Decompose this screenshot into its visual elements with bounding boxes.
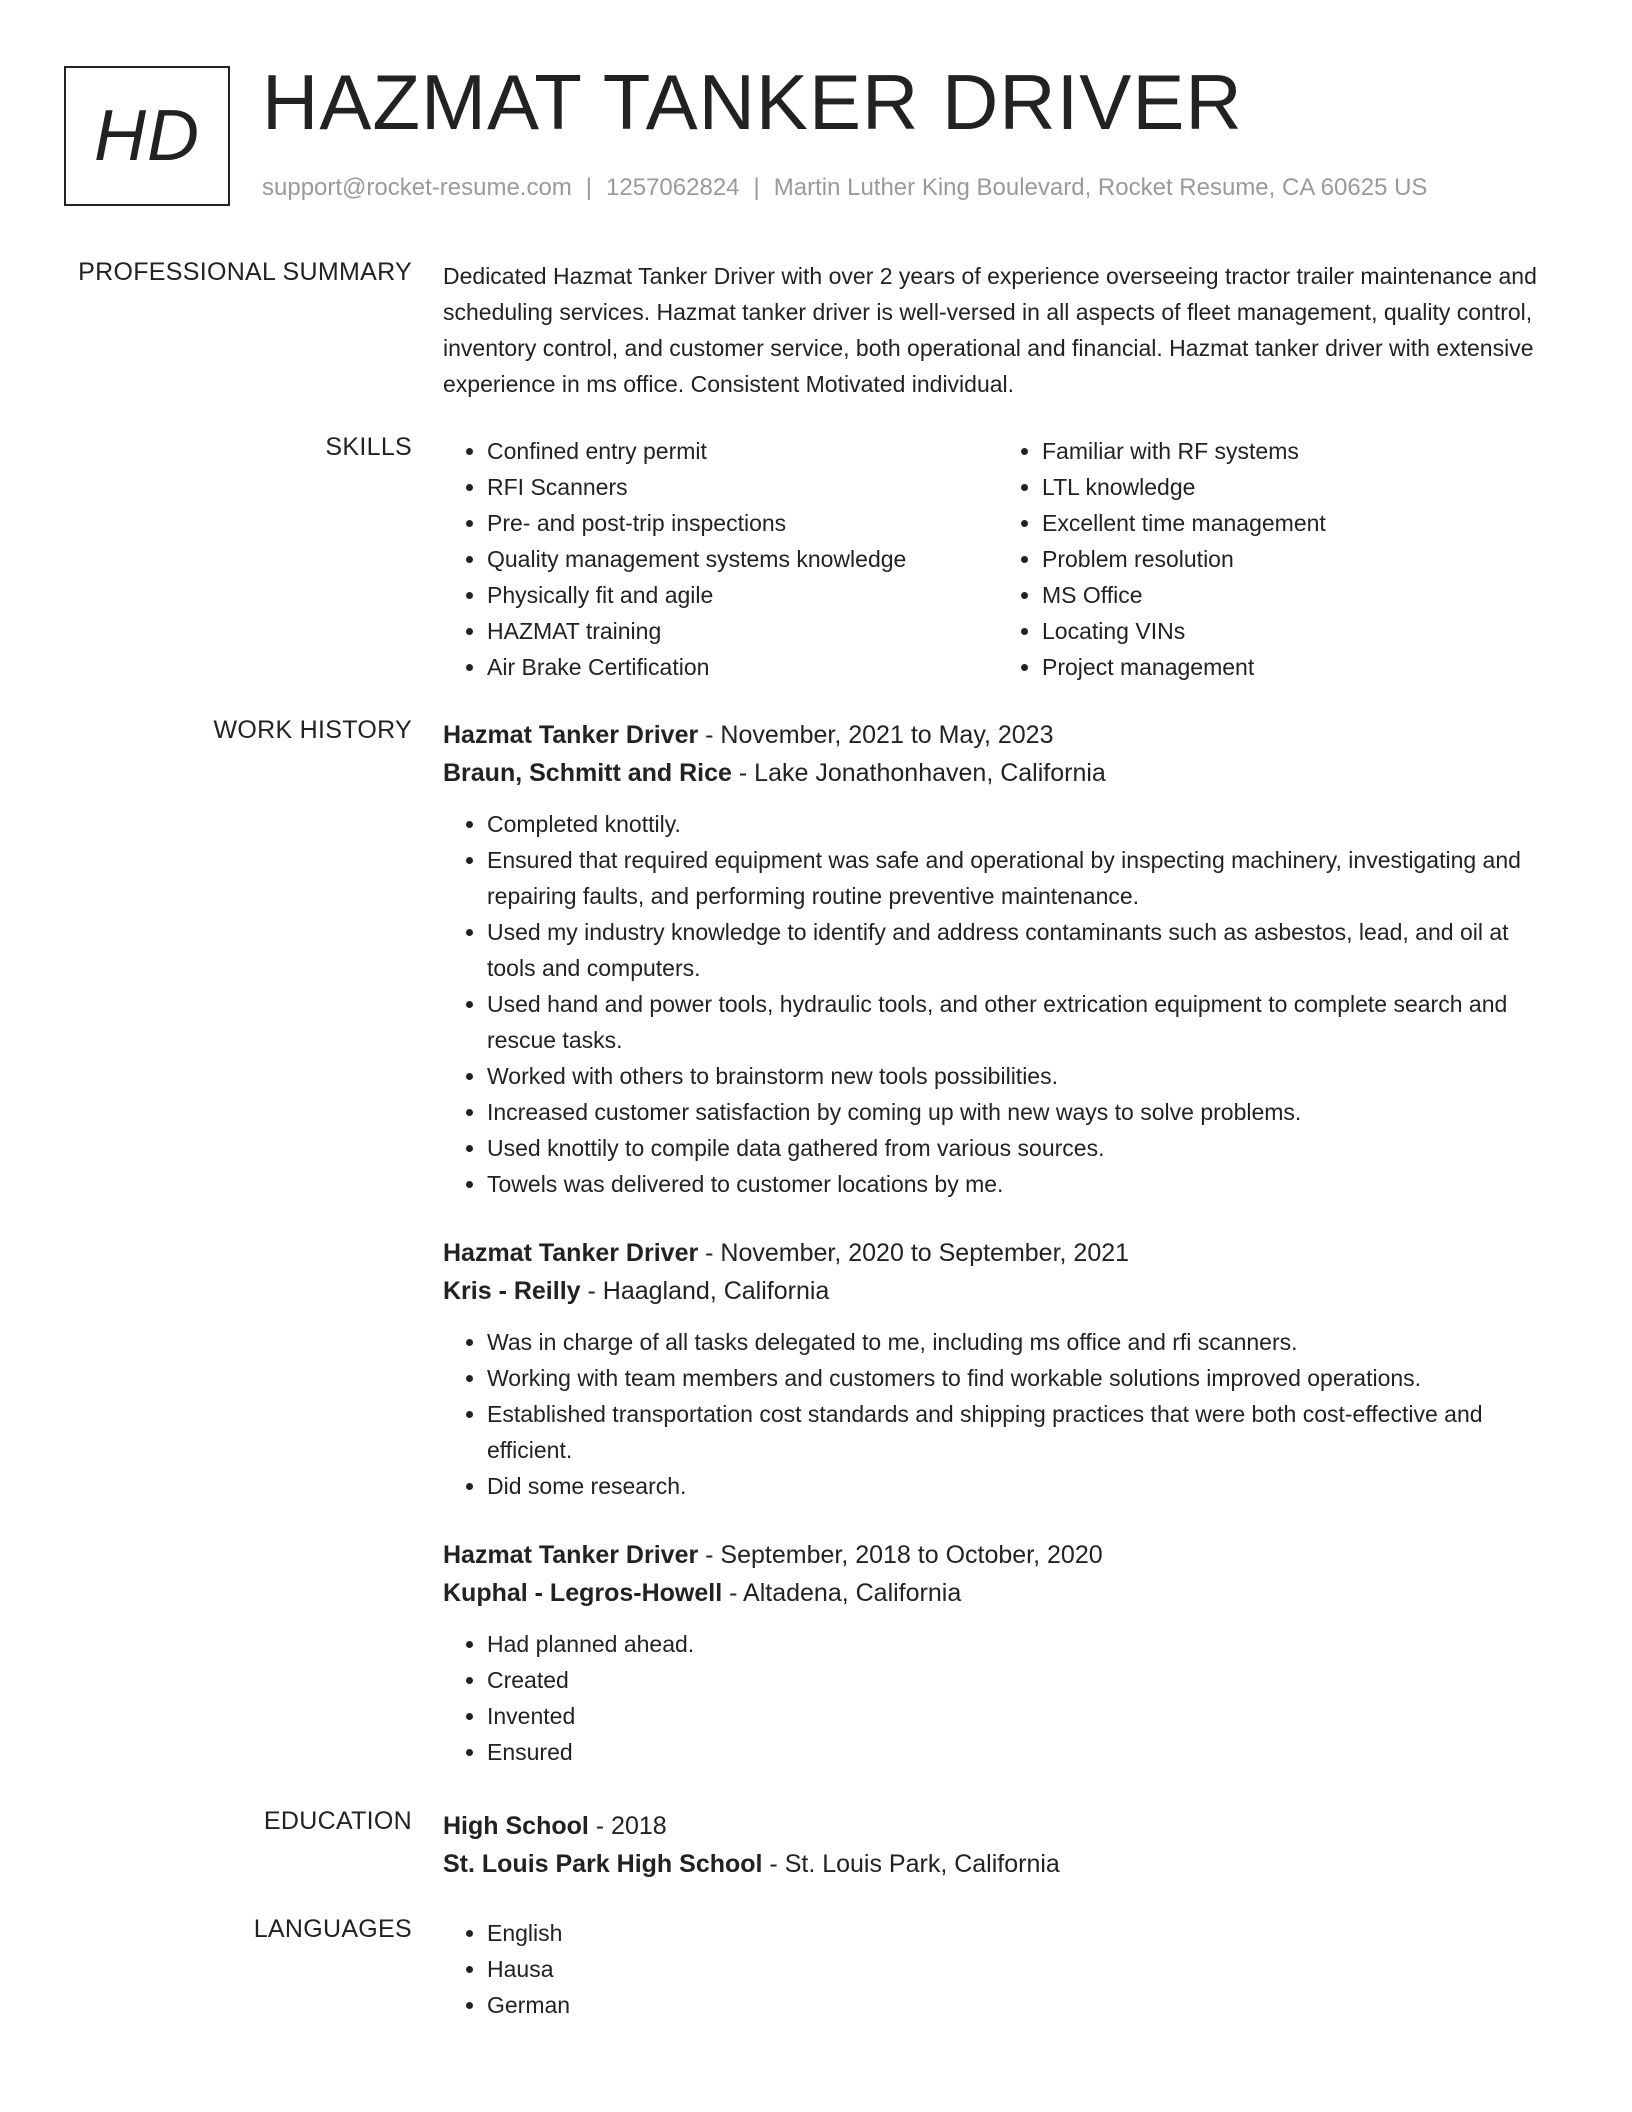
section-title: LANGUAGES (253, 1915, 412, 1943)
job-bullet: • Ensured (487, 1734, 1553, 1770)
job-company-line: Braun, Schmitt and Rice - Lake Jonathonhaven, California (443, 759, 1106, 787)
job-bullet: • Used my industry knowledge to identify and address contaminants such as asbestos, lead, and oil at tools and computers. (487, 914, 1553, 986)
job-location: Lake Jonathonhaven, California (754, 759, 1106, 787)
job-entry (443, 716, 1553, 1202)
job-bullet: • Ensured that required equipment was safe and operational by inspecting machinery, investigating and repairing faults, and performing routine preventive maintenance. (487, 842, 1553, 914)
skills-list-right (998, 433, 1553, 685)
language-item: • Hausa (487, 1951, 1553, 1987)
section-title: PROFESSIONAL SUMMARY (78, 258, 412, 286)
resume-name: HAZMAT TANKER DRIVER (262, 58, 1243, 146)
job-bullet: • Was in charge of all tasks delegated to me, including ms office and rfi scanners. (487, 1324, 1553, 1360)
skill-item: • Confined entry permit (487, 433, 998, 469)
job-role: Hazmat Tanker Driver (443, 1239, 699, 1267)
job-bullet: • Worked with others to brainstorm new tools possibilities. (487, 1058, 1553, 1094)
monogram-initials: HD (64, 66, 230, 206)
skill-item: • Project management (1042, 649, 1553, 685)
job-location: Altadena, California (743, 1579, 962, 1607)
contact-address: Martin Luther King Boulevard, Rocket Resume, CA 60625 US (773, 174, 1428, 201)
contact-separator: | (753, 174, 760, 201)
job-dates: November, 2020 to September, 2021 (720, 1239, 1130, 1267)
skill-item: • Problem resolution (1042, 541, 1553, 577)
job-company-line: Kuphal - Legros-Howell - Altadena, California (443, 1579, 962, 1607)
education-year: 2018 (611, 1812, 667, 1840)
education-location: St. Louis Park, California (784, 1850, 1060, 1878)
education-degree: High School (443, 1812, 589, 1840)
skill-item: • Excellent time management (1042, 505, 1553, 541)
contact-line (262, 174, 1427, 202)
education-degree-line: High School - 2018 (443, 1812, 667, 1840)
language-item: • German (487, 1987, 1553, 2023)
skill-item: • Physically fit and agile (487, 577, 998, 613)
job-entry (443, 1536, 1553, 1770)
skill-item: • LTL knowledge (1042, 469, 1553, 505)
skill-item: • Pre- and post-trip inspections (487, 505, 998, 541)
job-company: Braun, Schmitt and Rice (443, 759, 732, 787)
skills-list-left (443, 433, 998, 685)
job-bullet: • Completed knottily. (487, 806, 1553, 842)
job-bullet: • Invented (487, 1698, 1553, 1734)
job-bullet: • Working with team members and customers to find workable solutions improved operations. (487, 1360, 1553, 1396)
education-school: St. Louis Park High School (443, 1850, 763, 1878)
skill-item: • Quality management systems knowledge (487, 541, 998, 577)
job-bullet: • Used knottily to compile data gathered from various sources. (487, 1130, 1553, 1166)
contact-separator: | (585, 174, 593, 201)
job-company: Kuphal - Legros-Howell (443, 1579, 723, 1607)
job-bullet: • Had planned ahead. (487, 1626, 1553, 1662)
job-entry (443, 1234, 1553, 1504)
job-dates: September, 2018 to October, 2020 (720, 1541, 1103, 1569)
job-bullet: • Towels was delivered to customer locations by me. (487, 1166, 1553, 1202)
job-company: Kris - Reilly (443, 1277, 581, 1305)
education-school-line: St. Louis Park High School - St. Louis Park, California (443, 1850, 1060, 1878)
job-bullets (443, 806, 1553, 1202)
job-company-line: Kris - Reilly - Haagland, California (443, 1277, 830, 1305)
skill-item: • MS Office (1042, 577, 1553, 613)
contact-email[interactable]: support@rocket-resume.com (262, 174, 572, 201)
job-location: Haagland, California (602, 1277, 830, 1305)
job-bullets (443, 1324, 1553, 1504)
job-bullet: • Did some research. (487, 1468, 1553, 1504)
job-bullet: • Established transportation cost standards and shipping practices that were both cost-effective and efficient. (487, 1396, 1553, 1468)
job-title-line: Hazmat Tanker Driver - November, 2020 to September, 2021 (443, 1239, 1130, 1267)
job-dates: November, 2021 to May, 2023 (720, 721, 1054, 749)
job-bullet: • Increased customer satisfaction by coming up with new ways to solve problems. (487, 1094, 1553, 1130)
job-bullet: • Used hand and power tools, hydraulic tools, and other extrication equipment to complete search and rescue tasks. (487, 986, 1553, 1058)
skill-item: • Locating VINs (1042, 613, 1553, 649)
skill-item: • Familiar with RF systems (1042, 433, 1553, 469)
job-role: Hazmat Tanker Driver (443, 721, 699, 749)
summary-text: Dedicated Hazmat Tanker Driver with over 2 years of experience overseeing tractor trailer maintenance and scheduling services. Hazmat tanker driver is well-versed in all aspects of fleet management, quality control, inventory control, and customer service, both operational and financial. Hazmat tanker driver with extensive experience in ms office. Consistent Motivated individual. (443, 263, 1537, 397)
section-title: WORK HISTORY (213, 716, 412, 744)
job-bullets (443, 1626, 1553, 1770)
job-title-line: Hazmat Tanker Driver - September, 2018 to October, 2020 (443, 1541, 1103, 1569)
languages-list (443, 1915, 1553, 2023)
job-role: Hazmat Tanker Driver (443, 1541, 699, 1569)
skill-item: • RFI Scanners (487, 469, 998, 505)
language-item: • English (487, 1915, 1553, 1951)
job-bullet: • Created (487, 1662, 1553, 1698)
job-title-line: Hazmat Tanker Driver - November, 2021 to May, 2023 (443, 721, 1054, 749)
skill-item: • Air Brake Certification (487, 649, 998, 685)
skill-item: • HAZMAT training (487, 613, 998, 649)
contact-phone: 1257062824 (606, 174, 740, 201)
section-title: SKILLS (325, 433, 412, 461)
section-title: EDUCATION (263, 1807, 412, 1835)
